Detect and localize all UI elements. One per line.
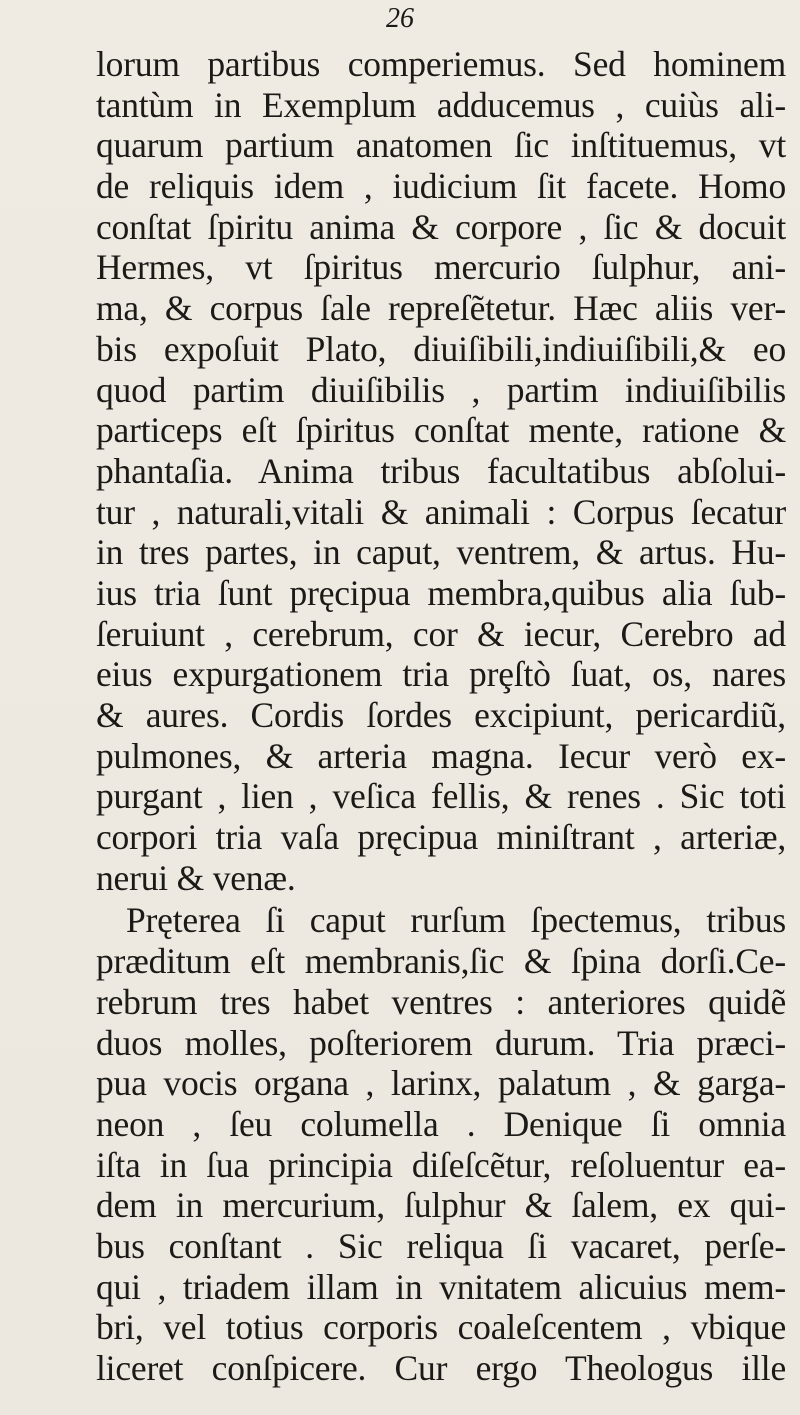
paragraph-2 xyxy=(96,900,786,1388)
text-line: phantaſia. Anima tribus facultatibus abſolui- xyxy=(96,450,786,491)
text-line: eius expurgationem tria prȩſtò ſuat, os, nares xyxy=(96,654,786,695)
text-line: ius tria ſunt pręcipua membra,quibus alia ſub- xyxy=(96,572,786,613)
text-line: & aures. Cordis ſordes excipiunt, pericardiũ, xyxy=(96,695,786,735)
text-line: in tres partes, in caput, ventrem, & artus. Hu- xyxy=(96,532,786,573)
paragraph-1 xyxy=(96,44,786,898)
text-line: rebrum tres habet ventres : anteriores quidẽ xyxy=(96,981,786,1022)
text-line: dem in mercurium, ſulphur & ſalem, ex qui- xyxy=(96,1185,786,1226)
text-line: conſtat ſpiritu anima & corpore , ſic & docuit xyxy=(96,206,786,247)
text-line: ſeruiunt , cerebrum, cor & iecur, Cerebro ad xyxy=(96,613,786,654)
text-line: purgant , lien , veſica fellis, & renes . Sic toti xyxy=(96,776,786,817)
text-line: tantùm in Exemplum adducemus , cuiùs ali- xyxy=(96,84,786,125)
text-line: quarum partium anatomen ſic inſtituemus, vt xyxy=(96,125,786,166)
page-number: 26 xyxy=(386,3,414,34)
text-line: duos molles, poſteriorem durum. Tria præci- xyxy=(96,1022,786,1063)
text-line: bus conſtant . Sic reliqua ſi vacaret, perſe- xyxy=(96,1225,786,1266)
text-line: Hermes, vt ſpiritus mercurio ſulphur, ani- xyxy=(96,247,786,288)
text-line: nerui & venæ. xyxy=(96,857,296,898)
text-line: tur , naturali,vitali & animali : Corpus ſecatur xyxy=(96,491,786,532)
body-text xyxy=(96,44,786,1389)
text-line: de reliquis idem , iudicium ſit facete. Homo xyxy=(96,166,786,207)
text-line: corpori tria vaſa pręcipua miniſtrant , arteriæ, xyxy=(96,817,786,858)
text-line: qui , triadem illam in vnitatem alicuius mem- xyxy=(96,1266,786,1307)
text-line: ma, & corpus ſale repreſẽtetur. Hæc aliis ver- xyxy=(96,288,786,329)
text-line: iſta in ſua principia diſeſcẽtur, reſoluentur ea- xyxy=(96,1144,786,1185)
text-line: neon , ſeu columella . Denique ſi omnia xyxy=(96,1103,786,1144)
text-line: lorum partibus comperiemus. Sed hominem xyxy=(96,44,786,84)
text-line: particeps eſt ſpiritus conſtat mente, ratione & xyxy=(96,410,786,451)
text-line: pulmones, & arteria magna. Iecur verò ex- xyxy=(96,735,786,776)
text-line: liceret conſpicere. Cur ergo Theologus ille xyxy=(96,1348,786,1388)
text-line: bri, vel totius corporis coaleſcentem , vbique xyxy=(96,1307,786,1348)
text-line: præditum eſt membranis,ſic & ſpina dorſi.Ce- xyxy=(96,941,786,982)
text-line: bis expoſuit Plato, diuiſibili,indiuiſibili,& eo xyxy=(96,328,786,369)
text-line: Pręterea ſi caput rurſum ſpectemus, tribus xyxy=(126,900,786,941)
text-line: pua vocis organa , larinx, palatum , & garga- xyxy=(96,1063,786,1104)
text-line: quod partim diuiſibilis , partim indiuiſibilis xyxy=(96,369,786,410)
